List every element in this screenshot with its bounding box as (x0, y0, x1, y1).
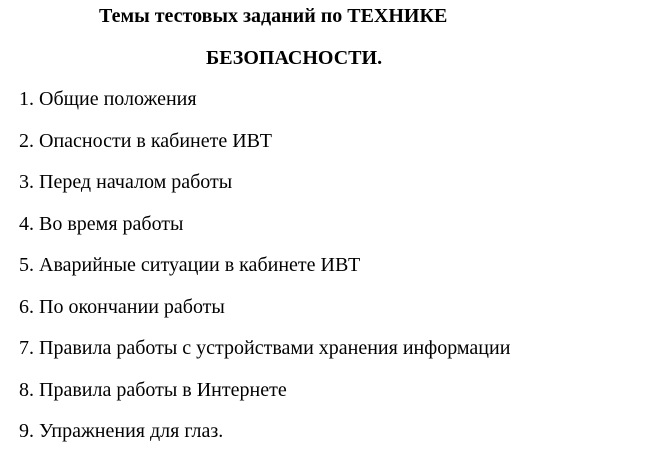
topic-number: 1. (19, 88, 34, 110)
topic-item-9 (19, 419, 510, 461)
topic-number: 6. (19, 295, 34, 318)
topic-text: Опасности в кабинете ИВТ (39, 129, 272, 152)
topic-item-4 (19, 212, 510, 254)
topic-number: 5. (19, 254, 34, 276)
topic-item-7 (19, 336, 510, 378)
topic-number: 2. (19, 129, 34, 152)
topic-item-8 (19, 378, 510, 420)
topic-text: По окончании работы (39, 295, 225, 318)
document-title-line-1: Темы тестовых заданий по ТЕХНИКЕ (99, 5, 448, 27)
topic-text: Упражнения для глаз. (39, 420, 224, 442)
topic-item-6 (19, 295, 510, 337)
document-title-line-2: БЕЗОПАСНОСТИ. (206, 47, 383, 69)
topic-text: Во время работы (39, 212, 184, 235)
topic-list (19, 87, 510, 461)
topic-text: Правила работы в Интернете (39, 378, 287, 401)
topic-number: 4. (19, 212, 34, 235)
topic-text: Общие положения (39, 88, 197, 110)
topic-item-5 (19, 253, 510, 295)
topic-number: 3. (19, 171, 34, 193)
topic-number: 8. (19, 378, 34, 401)
topic-text: Перед началом работы (39, 171, 233, 193)
topic-item-3 (19, 170, 510, 212)
topic-item-2 (19, 129, 510, 171)
topic-text: Правила работы с устройствами хранения информации (39, 337, 511, 359)
topic-item-1 (19, 87, 510, 129)
topic-number: 7. (19, 337, 34, 359)
topic-number: 9. (19, 420, 34, 442)
topic-text: Аварийные ситуации в кабинете ИВТ (39, 254, 361, 276)
